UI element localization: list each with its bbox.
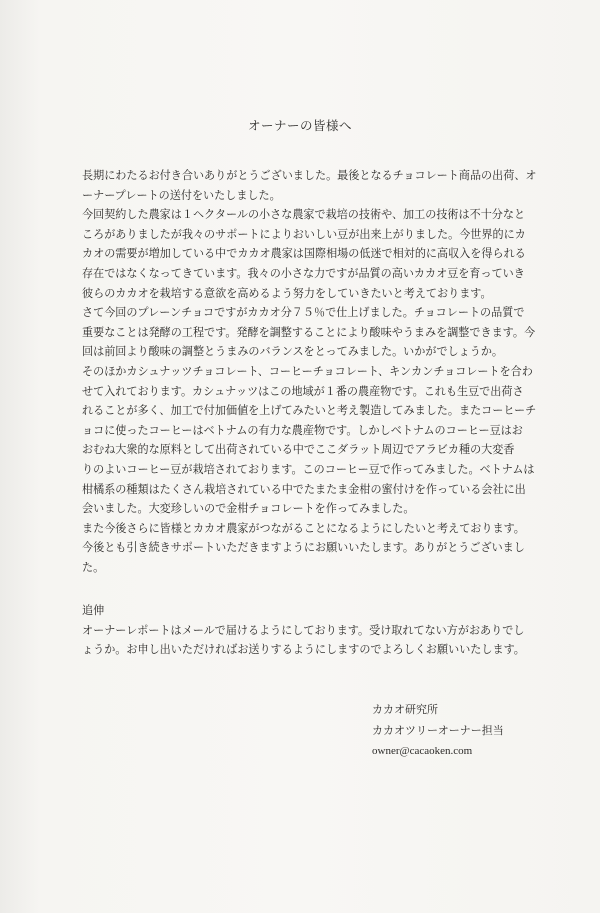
body-line: 回は前回より酸味の調整とうまみのバランスをとってみました。いかがでしょうか。 (82, 345, 504, 359)
body-line: カオの需要が増加している中でカカオ農家は国際相場の低迷で相対的に高収入を得られる (82, 247, 526, 261)
body-line: ころがありましたが我々のサポートによりおいしい豆が出来上がりました。今世界的にカ (82, 227, 526, 241)
postscript-section (82, 601, 542, 660)
signature-organization: カカオ研究所 (372, 703, 438, 716)
body-line: 存在ではなくなってきています。我々の小さな力ですが品質の高いカカオ豆を育っていき (82, 266, 525, 280)
body-line: また今後さらに皆様とカカオ農家がつながることになるようにしたいと考えております。 (82, 521, 525, 535)
letter-body (82, 166, 542, 577)
body-line: 柑橘系の種類はたくさん栽培されている中でたまたま金柑の蜜付けを作っている会社に出 (82, 482, 526, 496)
body-line: 会いました。大変珍しいので金柑チョコレートを作ってみました。 (82, 502, 415, 516)
body-line: た。 (82, 560, 105, 574)
body-line: 重要なことは発酵の工程です。発酵を調整することにより酸味やうまみを調整できます。今 (82, 325, 536, 339)
body-line: りのよいコーヒー豆が栽培されております。このコーヒー豆で作ってみました。ベトナムは (82, 462, 535, 476)
body-line: おむね大衆的な原料として出荷されている中でここダラット周辺でアラビカ種の大変香 (82, 443, 515, 457)
body-line: 今後とも引き続きサポートいただきますようにお願いいたします。ありがとうございまし (82, 541, 525, 555)
postscript-line: オーナーレポートはメールで届けるようにしております。受け取れてない方がおありでし (82, 623, 525, 637)
body-line: ョコに使ったコーヒーはベトナムの有力な農産物です。しかしベトナムのコーヒー豆はお (82, 423, 523, 437)
body-line: 彼らのカカオを栽培する意欲を高めるよう努力をしていきたいと考えております。 (82, 286, 492, 300)
body-line: さて今回のプレーンチョコですがカカオ分７５％で仕上げました。チョコレートの品質で (82, 306, 525, 320)
body-line: 今回契約した農家は１ヘクタールの小さな農家で栽培の技術や、加工の技術は不十分なと (82, 208, 526, 222)
signature-department: カカオツリーオーナー担当 (372, 724, 504, 737)
postscript-line: ょうか。お申し出いただければお送りするようにしますのでよろしくお願いいたします。 (82, 643, 525, 657)
salutation-heading: オーナーの皆様へ (247, 118, 352, 133)
signature-block (372, 699, 504, 762)
body-line: せて入れております。カシュナッツはこの地域が１番の農産物です。これも生豆で出荷さ (82, 384, 524, 398)
postscript-heading: 追伸 (82, 604, 105, 617)
body-line: れることが多く、加工で付加価値を上げてみたいと考え製造してみました。またコーヒーチ (82, 404, 537, 418)
body-line: 長期にわたるお付き合いありがとうございました。最後となるチョコレート商品の出荷、オ (82, 169, 537, 182)
signature-email: owner@cacaoken.com (372, 745, 473, 757)
body-line: ーナープレートの送付をいたしました。 (82, 188, 281, 202)
body-line: そのほかカシュナッツチョコレート、コーヒーチョコレート、キンカンチョコレートを合わ (82, 364, 533, 378)
